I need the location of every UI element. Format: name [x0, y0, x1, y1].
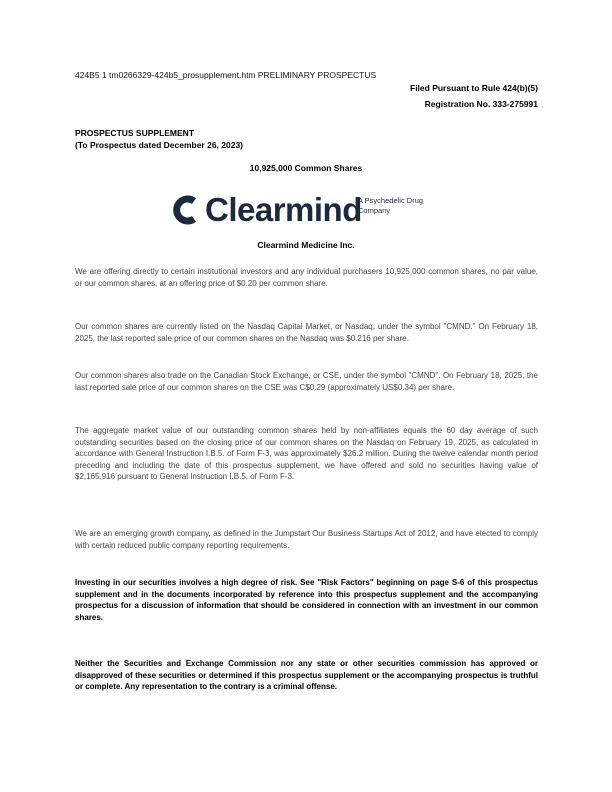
offering-paragraph: We are offering directly to certain institutional investors and any individual purchasers 10,925,000 common shares, no par value, or our common shares, at an offering price of $0.20 per common share.: [75, 267, 538, 288]
cse-paragraph: Our common shares also trade on the Canadian Stock Exchange, or CSE, under the symbol "CMND". On February 18, 2025, the last reported sale price of our common shares on the CSE was C$0.29 (approximately US$0.34) per share.: [75, 371, 538, 392]
offering-title: 10,925,000 Common Shares: [249, 163, 363, 173]
file-header: 424B5 1 tm0266329-424b5_prosupplement.htm PRELIMINARY PROSPECTUS: [75, 70, 377, 80]
prospectus-heading-block: [75, 127, 243, 151]
filed-pursuant-line: Filed Pursuant to Rule 424(b)(5): [410, 83, 538, 93]
logo-wordmark: Clearmind: [205, 191, 362, 228]
logo-tagline: A Psychedelic Drug Company: [358, 196, 424, 215]
prospectus-subheading: (To Prospectus dated December 26, 2023): [75, 140, 244, 150]
prospectus-heading: PROSPECTUS SUPPLEMENT: [75, 128, 195, 138]
company-logo: [168, 188, 444, 232]
market-value-paragraph: The aggregate market value of our outstanding common shares held by non-affiliates equals the 60 day average of such outstanding securities based on the closing price of our common shares on the Nasdaq on February 19, 2025, as calculated in accordance with General Instruction I.B.5. of Form F-3, was approximately $26.2 million. During the twelve calendar month period preceding and including the date of this prospectus supplement, we have offered and sold no securities having value of $2,165,916 pursuant to General Instruction I.B.5. of Form F-3.: [75, 426, 538, 482]
registration-number: Registration No. 333-275991: [424, 99, 538, 109]
emerging-growth-paragraph: We are an emerging growth company, as defined in the Jumpstart Our Business Startups Act of 2012, and have elected to comply with certain reduced public company reporting requirements.: [75, 529, 538, 550]
sec-disclaimer-paragraph: Neither the Securities and Exchange Commission nor any state or other securities commission has approved or disapproved of these securities or determined if this prospectus supplement or the accompanying prospectus is truthful or complete. Any representation to the contrary is a criminal offense.: [75, 659, 538, 692]
risk-factors-paragraph: Investing in our securities involves a high degree of risk. See "Risk Factors" beginning on page S-6 of this prospectus supplement and in the documents incorporated by reference into this prospectus supplement and the accompanying prospectus for a discussion of information that should be considered in connection with an investment in our common shares.: [75, 578, 538, 622]
logo-c-icon: [168, 188, 200, 232]
company-name: Clearmind Medicine Inc.: [257, 240, 355, 250]
nasdaq-paragraph: Our common shares are currently listed on the Nasdaq Capital Market, or Nasdaq, under the symbol "CMND." On February 18, 2025, the last reported sale price of our common shares on the Nasdaq was $0.216 per share.: [75, 322, 538, 343]
